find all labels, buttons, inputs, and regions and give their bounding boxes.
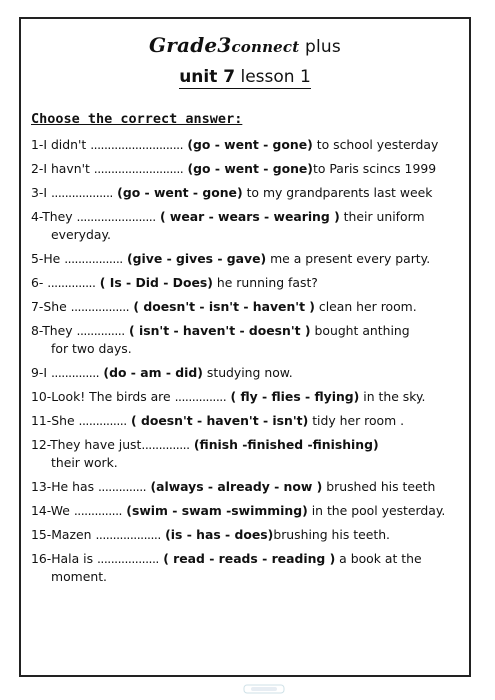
- question-item: [31, 433, 469, 475]
- question-item: [31, 295, 469, 319]
- question-prefix: 2-I havn't: [31, 161, 94, 176]
- answer-options: ( Is - Did - Does): [95, 275, 213, 290]
- instruction-heading: Choose the correct answer:: [31, 111, 243, 127]
- question-item: [31, 271, 469, 295]
- answer-blank[interactable]: ..............: [141, 437, 190, 452]
- answer-blank[interactable]: ..........................: [93, 161, 184, 176]
- worksheet-header: [21, 33, 469, 89]
- question-suffix: to my grandparents last week: [242, 185, 433, 200]
- answer-blank[interactable]: .................: [70, 299, 130, 314]
- lesson-label: lesson 1: [235, 67, 311, 87]
- answer-blank[interactable]: ...........................: [90, 137, 184, 152]
- answer-options: (go - went - gone): [183, 137, 313, 152]
- question-prefix: 3-I: [31, 185, 51, 200]
- question-suffix: he running fast?: [212, 275, 318, 290]
- answer-blank[interactable]: ..............: [47, 275, 96, 290]
- question-item: [31, 247, 469, 271]
- question-prefix: 1-I didn't: [31, 137, 91, 152]
- question-item: [31, 361, 469, 385]
- question-item: [31, 547, 469, 589]
- question-suffix: clean her room.: [314, 299, 417, 314]
- question-prefix: 6-: [31, 275, 48, 290]
- question-item: [31, 319, 469, 361]
- worksheet-title: [21, 33, 469, 57]
- answer-blank[interactable]: .................: [64, 251, 123, 266]
- question-suffix: brushed his teeth: [322, 479, 436, 494]
- question-continuation: their work.: [51, 455, 118, 470]
- answer-options: ( doesn't - isn't - haven't ): [129, 299, 315, 314]
- question-prefix: 13-He has: [31, 479, 98, 494]
- watermark-logo-icon: [243, 683, 285, 695]
- question-suffix: me a present every party.: [266, 251, 431, 266]
- question-continuation: for two days.: [51, 341, 132, 356]
- answer-options: ( fly - flies - flying): [226, 389, 360, 404]
- question-item: [31, 409, 469, 433]
- answer-options: (always - already - now ): [146, 479, 323, 494]
- question-prefix: 11-She: [31, 413, 79, 428]
- question-continuation: moment.: [51, 569, 107, 584]
- question-prefix: 8-They: [31, 323, 77, 338]
- question-suffix: bought anthing: [310, 323, 410, 338]
- unit-lesson-heading: [179, 67, 311, 89]
- answer-options: ( isn't - haven't - doesn't ): [124, 323, 311, 338]
- answer-options: (give - gives - gave): [122, 251, 267, 266]
- question-item: [31, 385, 469, 409]
- question-continuation: everyday.: [51, 227, 111, 242]
- question-suffix: to Paris scincs 1999: [312, 161, 437, 176]
- question-prefix: 15-Mazen: [31, 527, 96, 542]
- answer-options: (go - went - gone): [112, 185, 243, 200]
- answer-blank[interactable]: ...................: [95, 527, 161, 542]
- answer-options: (swim - swam -swimming): [121, 503, 308, 518]
- answer-blank[interactable]: ..............: [76, 323, 125, 338]
- answer-blank[interactable]: ..................: [50, 185, 113, 200]
- answer-blank[interactable]: ..............: [97, 479, 147, 494]
- answer-options: (is - has - does): [160, 527, 274, 542]
- question-prefix: 10-Look! The birds are: [31, 389, 175, 404]
- question-suffix: a book at the: [335, 551, 422, 566]
- question-suffix: tidy her room .: [308, 413, 405, 428]
- question-item: [31, 133, 469, 157]
- worksheet-page: [19, 17, 471, 677]
- question-prefix: 9-I: [31, 365, 51, 380]
- question-suffix: brushing his teeth.: [273, 527, 390, 542]
- question-item: [31, 181, 469, 205]
- question-suffix: their uniform: [339, 209, 425, 224]
- answer-options: ( wear - wears - wearing ): [155, 209, 340, 224]
- answer-options: (go - went - gone): [183, 161, 313, 176]
- unit-label: unit 7: [179, 67, 236, 87]
- answer-blank[interactable]: ..................: [96, 551, 159, 566]
- answer-options: (do - am - did): [99, 365, 203, 380]
- answer-options: ( doesn't - haven't - isn't): [126, 413, 309, 428]
- question-suffix: to school yesterday: [312, 137, 439, 152]
- question-prefix: 4-They: [31, 209, 77, 224]
- question-item: [31, 523, 469, 547]
- question-prefix: 12-They have just: [31, 437, 142, 452]
- question-item: [31, 499, 469, 523]
- question-prefix: 14-We: [31, 503, 74, 518]
- title-brand-sub: connect: [231, 38, 300, 56]
- question-item: [31, 205, 469, 247]
- answer-options: (finish -finished -finishing): [189, 437, 379, 452]
- question-item: [31, 475, 469, 499]
- question-suffix: in the pool yesterday.: [307, 503, 446, 518]
- title-brand-plus: plus: [299, 37, 341, 57]
- question-prefix: 16-Hala is: [31, 551, 97, 566]
- question-prefix: 7-She: [31, 299, 71, 314]
- question-suffix: in the sky.: [359, 389, 426, 404]
- question-list: [31, 133, 469, 589]
- question-item: [31, 157, 469, 181]
- answer-blank[interactable]: ...............: [174, 389, 227, 404]
- title-brand-main: Grade3: [149, 33, 232, 57]
- answer-options: ( read - reads - reading ): [158, 551, 336, 566]
- answer-blank[interactable]: ..............: [73, 503, 122, 518]
- answer-blank[interactable]: ..............: [50, 365, 100, 380]
- answer-blank[interactable]: .......................: [76, 209, 156, 224]
- question-prefix: 5-He: [31, 251, 65, 266]
- answer-blank[interactable]: ..............: [78, 413, 127, 428]
- question-suffix: studying now.: [202, 365, 293, 380]
